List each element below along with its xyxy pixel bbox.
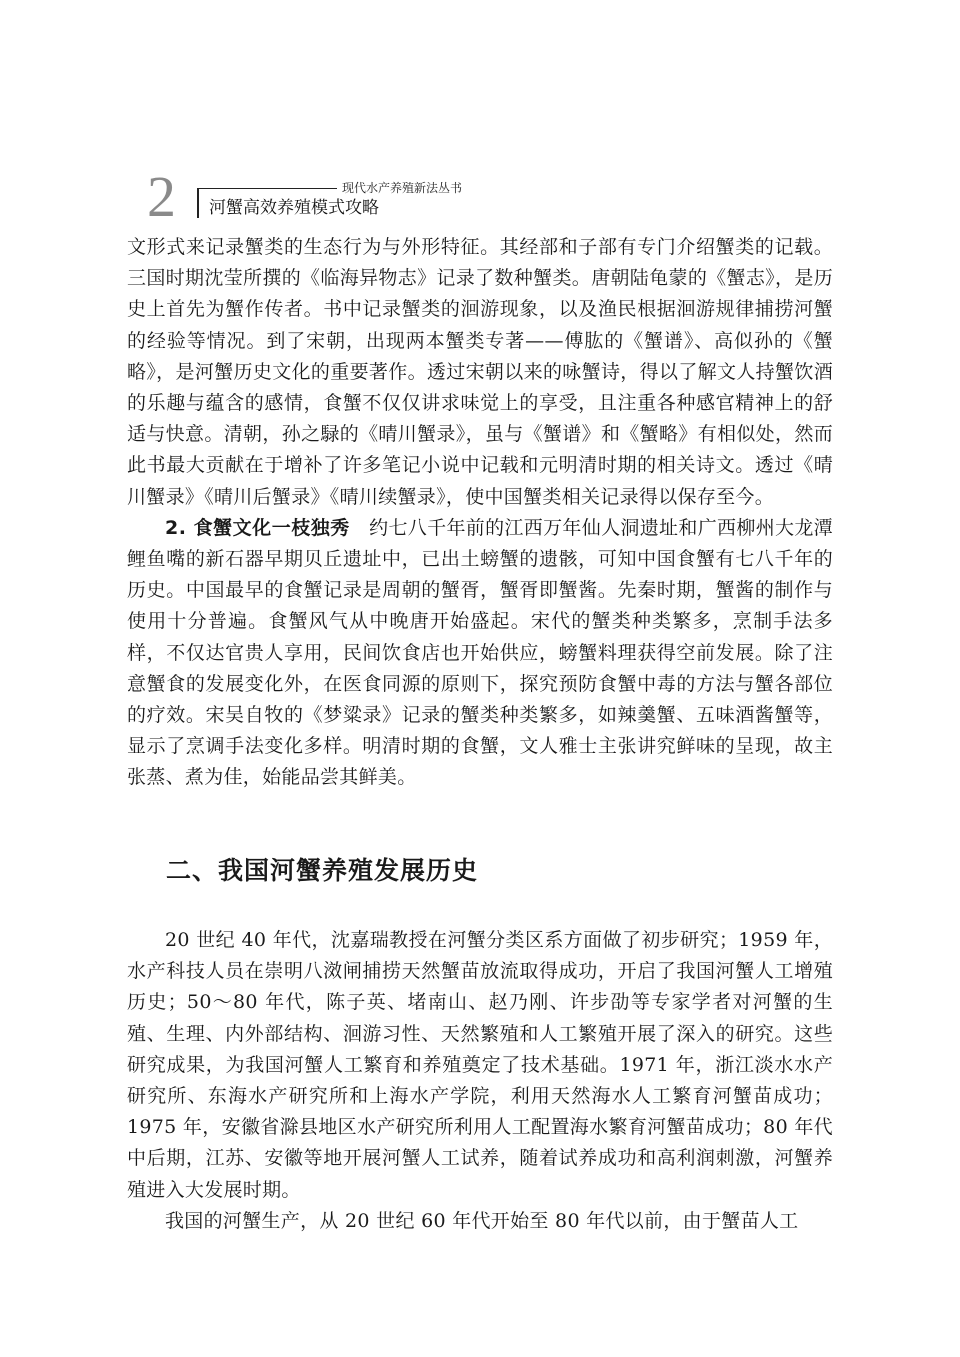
series-title: 现代水产养殖新法丛书 xyxy=(342,181,463,195)
paragraph: 我国的河蟹生产，从 20 世纪 60 年代开始至 80 年代以前，由于蟹苗人工 xyxy=(165,1209,799,1232)
body-text-section-2 xyxy=(127,925,833,1237)
header-rule-vertical xyxy=(197,188,199,218)
paragraph xyxy=(127,513,833,794)
paragraph-text: 文形式来记录蟹类的生态行为与外形特征。其经部和子部有专门介绍蟹类的记载。三国时期沈莹所撰的《临海异物志》记录了数种蟹类。唐朝陆龟蒙的《蟹志》，是历史上首先为蟹作传者。书中记录蟹类的洄游现象，以及渔民根据洄游规律捕捞河蟹的经验等情况。到了宋朝，出现两本蟹类专著——傅肱的《蟹谱》、高似孙的《蟹略》，是河蟹历史文化的重要著作。透过宋朝以来的咏蟹诗，得以了解文人持蟹饮酒的乐趣与蕴含的感情，食蟹不仅仅讲求味觉上的享受，且注重各种感官精神上的舒适与快意。清朝，孙之騄的《晴川蟹录》，虽与《蟹谱》和《蟹略》有相似处，然而此书最大贡献在于增补了许多笔记小说中记载和元明清时期的相关诗文。透过《晴川蟹录》《晴川后蟹录》《晴川续蟹录》，使中国蟹类相关记录得以保存至今。 xyxy=(127,236,833,508)
paragraph xyxy=(127,232,833,513)
book-title: 河蟹高效养殖模式攻略 xyxy=(209,198,379,218)
paragraph-text: 约七八千年前的江西万年仙人洞遗址和广西柳州大龙潭鲤鱼嘴的新石器早期贝丘遗址中，已出土螃蟹的遗骸，可知中国食蟹有七八千年的历史。中国最早的食蟹记录是周朝的蟹胥，蟹胥即蟹酱。先秦时期，蟹酱的制作与使用十分普遍。食蟹风气从中晚唐开始盛起。宋代的蟹类种类繁多，烹制手法多样，不仅达官贵人享用，民间饮食店也开始供应，螃蟹料理获得空前发展。除了注意蟹食的发展变化外，在医食同源的原则下，探究预防食蟹中毒的方法与蟹各部位的疗效。宋吴自牧的《梦粱录》记录的蟹类种类繁多，如辣羹蟹、五味酒酱蟹等，显示了烹调手法变化多样。明清时期的食蟹，文人雅士主张讲究鲜味的呈现，故主张蒸、煮为佳，始能品尝其鲜美。 xyxy=(127,516,833,789)
page-number: 2 xyxy=(147,164,176,229)
section-heading: 二、我国河蟹养殖发展历史 xyxy=(166,856,479,885)
paragraph-heading: 2. 食蟹文化一枝独秀 xyxy=(165,516,350,539)
header-rule-horizontal xyxy=(199,188,337,189)
body-text-section-1 xyxy=(127,232,833,794)
paragraph: 20 世纪 40 年代，沈嘉瑞教授在河蟹分类区系方面做了初步研究；1959 年，水产科技人员在崇明八滧闸捕捞天然蟹苗放流取得成功，开启了我国河蟹人工增殖历史；50～80 年代，陈子英、堵南山、赵乃刚、许步劭等专家学者对河蟹的生殖、生理、内外部结构、洄游习性、天然繁殖和人工繁殖开展了深入的研究。这些研究成果，为我国河蟹人工繁育和养殖奠定了技术基础。1971 年，浙江淡水水产研究所、东海水产研究所和上海水产学院，利用天然海水人工繁育河蟹苗成功；1975 年，安徽省滁县地区水产研究所利用人工配置海水繁育河蟹苗成功；80 年代中后期，江苏、安徽等地开展河蟹人工试养，随着试养成功和高利润刺激，河蟹养殖进入大发展时期。 xyxy=(127,929,833,1201)
